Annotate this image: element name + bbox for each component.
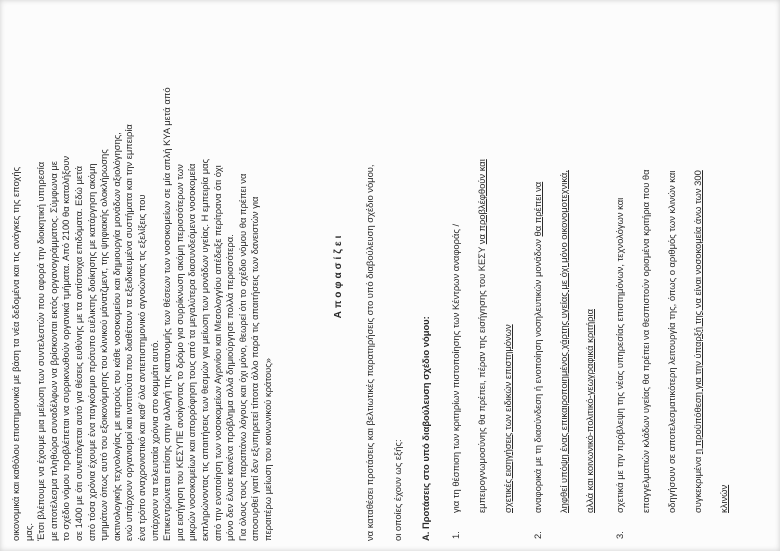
intro-line: με αποτέλεσμα πληθώρα συναδέλφων να βρίσκονται εκτός οργανογράμματος. Σύμφωνα με [47,161,59,541]
intro-line: υπάρχουν τα τελευταία χρόνια στο κομμάτι αυτό. [148,340,160,541]
item-number: 1. [450,531,461,539]
proposal-item-1-line-3: σχετικές εισηγήσεις των ειδικών επιστημόνων [502,324,513,513]
intro-line: ακτινολογικής τεχνολογίας με ιατρούς του κάθε νοσοκομείου και δημιουργία μονάδων αξιολόγησης, [110,132,122,541]
intro-line: περαιτέρω μείωση του κοινωνικού κράτους» [261,358,273,541]
item-text: σχετικά με την πρόβλεψη της νέας υπηρεσίας επιστημόνων, τεχνολόγων και [614,197,625,513]
item-underlined-text: η προϋπόθεση για την ύπαρξή της να είναι νοσοκομεία άνω των 300 [692,170,703,455]
decision-intro: να καταθέσει προτάσεις και βελτιωτικές παρατηρήσεις στο υπό διαβούλευση σχέδιο νόμου, [364,164,375,541]
item-text: εμπειρογνωμοσύνης θα πρέπει, πέραν της εισήγησης του ΚΕΣΥ [476,244,487,513]
item-text: συγκεκριμένα [692,454,703,513]
proposal-item-2 [532,9,545,539]
intro-line: Για όλους τους παραπάνω λόγους και όχι μόνο, θεωρεί ότι το σχέδιο νόμου θα πρέπει να [236,173,248,541]
proposal-item-2-line-3: αλλά και κοινωνικό-πολιτικό-γεωγραφικά κριτήρια [584,309,595,513]
intro-paragraph [10,9,274,541]
intro-line: σε 1400 με ότι συνεπάγεται αυτό για θέσεις ευθύνης με τα αντίστοιχα επιδόματα. Εδώ μετά [72,165,84,541]
intro-line: από τόσα χρόνια έχουμε ένα παγκόσμιο πρότυπο ευέλικτης διοίκησης με κατάργηση ακόμη [85,163,97,541]
item-text: για τη θέσπιση των κριτηρίων πιστοποίησης των Κέντρων αναφοράς / [450,223,461,513]
item-number: 3. [614,531,625,539]
intro-line: μόνο δεν έλυσε κανένα πρόβλημα αλλά δημιούργησε πολλά περισσότερα. [224,234,236,541]
decision-lead: οι οποίες έχουν ως εξής: [392,439,403,541]
intro-line: από την ενοποίηση των νοσοκομείων Αγρινίου και Μεσολογγίου απέδειξε περίτρανα ότι όχι [211,165,223,541]
proposal-item-2-line-2: ληφθεί υπόψη ένας επικαιροποιημένος χάρτης υγείας με όχι μόνο οικονομοτεχνικά, [558,170,569,513]
intro-line: ενώ υπάρχουν οργανισμοί και ινστιτούτα που διαθέτουν τα εξειδικευμένα συστήματα και την εμπειρία [123,124,135,541]
intro-line: μια εισήγηση του ΚΕΣΥΠΕ ανοίγοντας το δρόμο για συρρίκνωση ακόμη περισσότερων των [173,164,185,541]
decision-title: Αποφασίζει [333,232,344,319]
intro-line: Έτσι βλέπουμε να έχουμε μια μείωση των συντελεστών που αφορά την διοικητική υπηρεσία [35,161,47,541]
intro-line: εκπληρώνοντας τις απαιτήσεις των θεσμών για μείωση των μονάδων υγείας. Η εμπειρία μας [198,158,210,541]
intro-line: τμημάτων όπως αυτό του εξοικονόμησης του κλινικού μάνατζμεντ, της ψηφιακής ολοκλήρωσης [98,149,110,541]
proposal-item-1-line-2 [476,0,489,513]
section-heading: Α. Προτάσεις στο υπό διαβούλευση σχέδιο νόμου: [420,316,431,541]
item-number: 2. [532,531,543,539]
intro-line: Επικεντρώνεται επίσης στην αλλαγή της κατανομής των θέσεων των νοσοκομείων σε μία απλή ΚΥΑ μετά από [161,87,173,541]
intro-line: το σχέδιο νόμου προβλέπεται να συρρικνωθούν οργανικά τμήματα. Από 2100 θα καταλήξουν [60,155,72,541]
proposal-item-3-line-5: κλινών [718,484,729,513]
proposal-item-3-line-4 [692,0,705,513]
intro-line: ένα τρόπο αναχρονιστικό και καθ’ όλα αντιεπιστημονικό αγνοώντας τις εξελίξεις που [135,194,147,541]
intro-line: μας. [22,523,34,541]
intro-line: μικρών νοσοκομείων και απορρόφηση τους από τα μεγαλύτερα διασυνδεόμενα νοσοκομεία [186,163,198,541]
item-text: αναφορικά με τη διασύνδεση ή ενοποίηση νοσηλευτικών μονάδων [532,236,543,513]
proposal-item-3-line-2: επαγγελματιών κλάδων υγείας θα πρέπει να θεσπιστούν ορισμένα κριτήρια που θα [640,169,651,513]
item-underlined-text: να προβλέφθούν και [476,159,487,245]
proposal-item-1 [450,9,463,539]
proposal-item-3 [614,9,627,539]
proposal-item-3-line-3: οδηγήσουν σε αποτελεσματικότερη λειτουργία της, όπως ο αριθμός των κλινών και [666,170,677,513]
intro-line: αποσυρθεί γιατί δεν εξυπηρετεί τίποτα άλλο παρά τις απαιτήσεις των δανειστών για [249,196,261,541]
intro-line: οικονομικά και καθόλου επιστημονικά με βάση τα νέα δεδομένα και τις ανάγκες της εποχής [10,166,21,541]
item-underlined-text: θα πρέπει να [532,181,543,237]
